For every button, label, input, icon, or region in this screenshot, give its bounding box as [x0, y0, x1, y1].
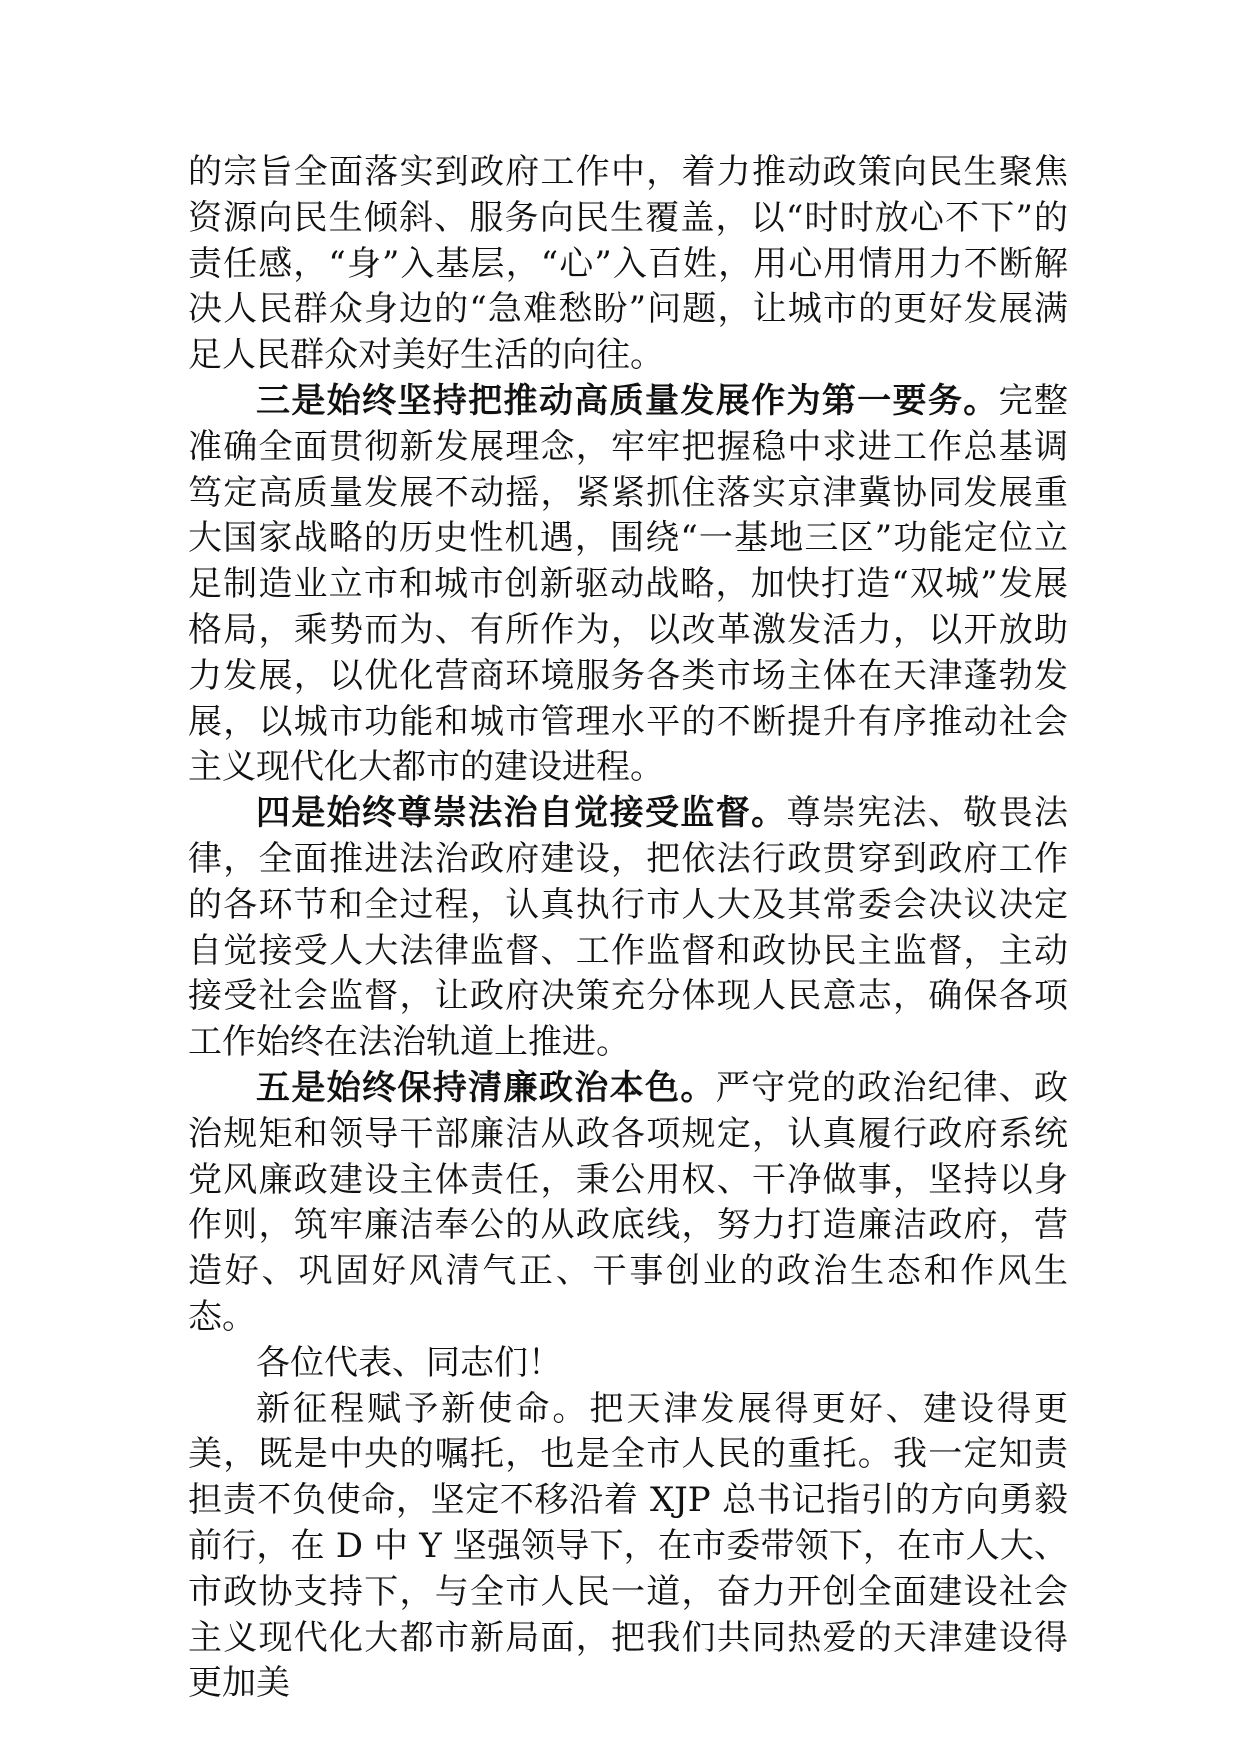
paragraph-lead: 四是始终尊崇法治自觉接受监督。	[256, 793, 787, 834]
paragraph-salutation	[188, 1341, 1068, 1387]
document-body	[188, 150, 1068, 1707]
paragraph-lead: 三是始终坚持把推动高质量发展作为第一要务。	[256, 380, 999, 421]
paragraph-text: 的宗旨全面落实到政府工作中，着力推动政策向民生聚焦资源向民生倾斜、服务向民生覆盖，以“时时放心不下”的责任感，“身”入基层，“心”入百姓，用心用情用力不断解决人民群众身边的“急难愁盼”问题，让城市的更好发展满足人民群众对美好生活的向往。	[188, 152, 1068, 376]
paragraph-closing	[188, 1387, 1068, 1708]
paragraph-point-three	[188, 379, 1068, 791]
paragraph-point-five	[188, 1066, 1068, 1341]
paragraph-continuation	[188, 150, 1068, 379]
paragraph-text: 新征程赋予新使命。把天津发展得更好、建设得更美，既是中央的嘱托，也是全市人民的重托。我一定知责担责不负使命，坚定不移沿着 XJP 总书记指引的方向勇毅前行，在 D 中 Y 坚强领导下，在市委带领下，在市人大、市政协支持下，与全市人民一道，奋力开创全面建设社会主义现代化大都市新局面，把我们共同热爱的天津建设得更加美	[188, 1388, 1068, 1704]
paragraph-text: 尊崇宪法、敬畏法律，全面推进法治政府建设，把依法行政贯穿到政府工作的各环节和全过程，认真执行市人大及其常委会决议决定自觉接受人大法律监督、工作监督和政协民主监督，主动接受社会监督，让政府决策充分体现人民意志，确保各项工作始终在法治轨道上推进。	[188, 793, 1069, 1063]
paragraph-text: 严守党的政治纪律、政治规矩和领导干部廉洁从政各项规定，认真履行政府系统党风廉政建设主体责任，秉公用权、干净做事，坚持以身作则，筑牢廉洁奉公的从政底线，努力打造廉洁政府，营造好、巩固好风清气正、干事创业的政治生态和作风生态。	[188, 1067, 1069, 1337]
paragraph-point-four	[188, 791, 1068, 1066]
paragraph-text: 完整准确全面贯彻新发展理念，牢牢把握稳中求进工作总基调笃定高质量发展不动摇，紧紧抓住落实京津冀协同发展重大国家战略的历史性机遇，围绕“一基地三区”功能定位立足制造业立市和城市创新驱动战略，加快打造“双城”发展格局，乘势而为、有所作为，以改革激发活力，以开放助力发展，以优化营商环境服务各类市场主体在天津蓬勃发展，以城市功能和城市管理水平的不断提升有序推动社会主义现代化大都市的建设进程。	[188, 380, 1069, 788]
paragraph-text: 各位代表、同志们！	[256, 1342, 562, 1383]
paragraph-lead: 五是始终保持清廉政治本色。	[256, 1067, 716, 1108]
